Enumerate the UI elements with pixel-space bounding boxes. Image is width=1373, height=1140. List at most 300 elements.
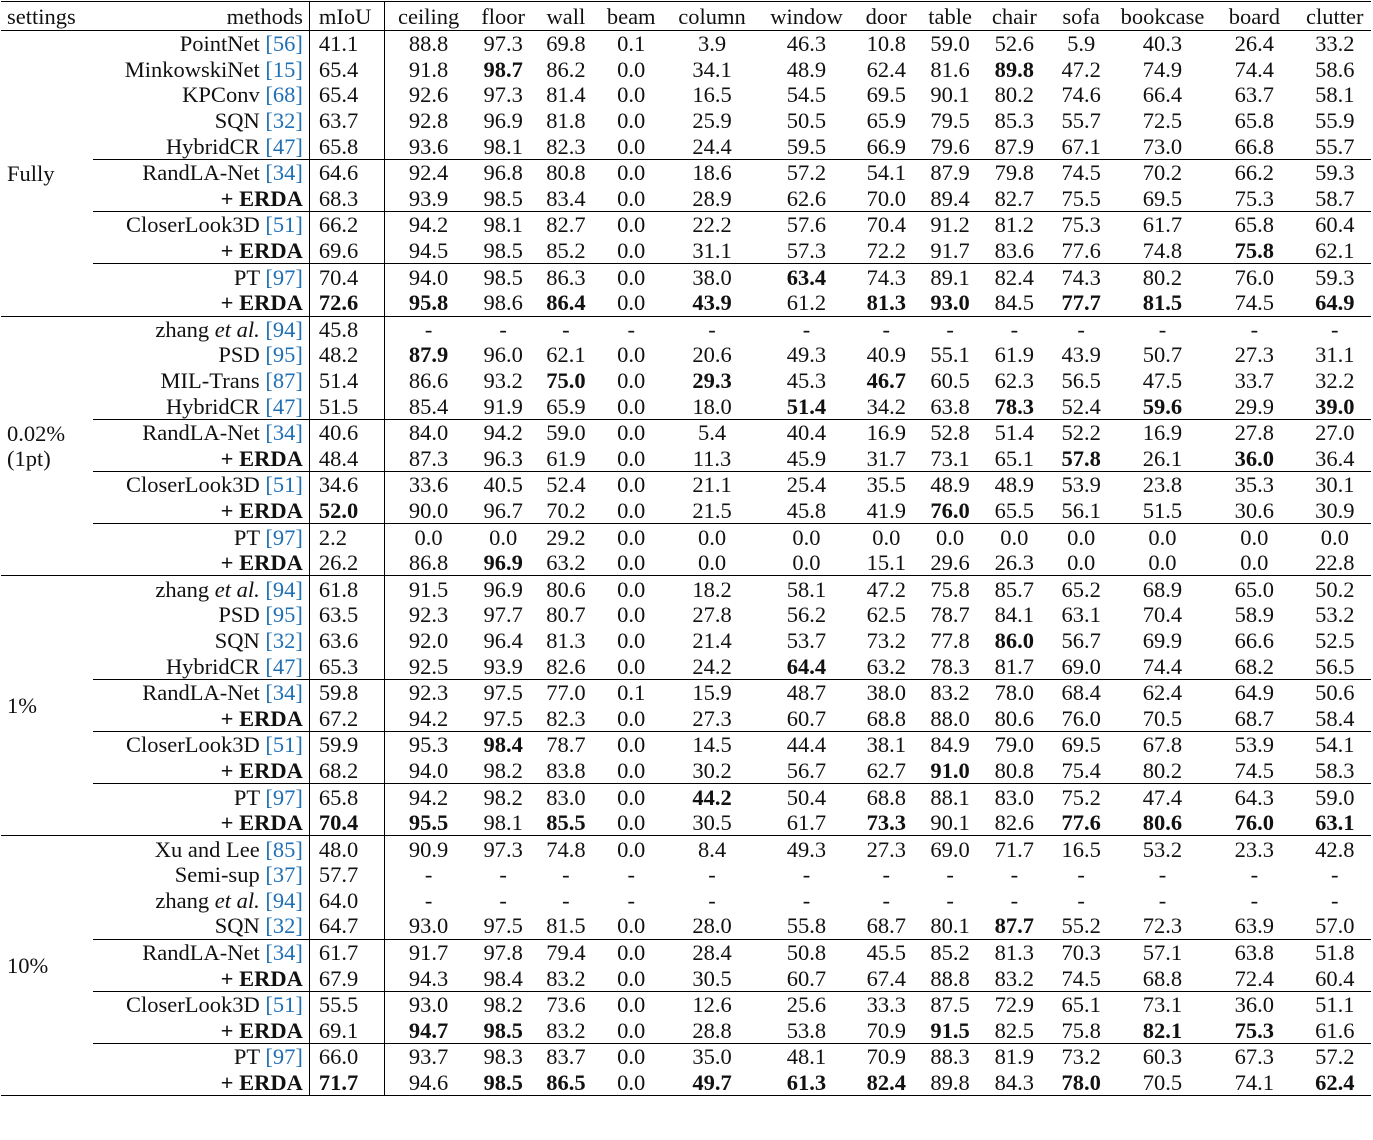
value-cell-table: 0.0 <box>919 524 981 550</box>
method-name <box>93 212 309 238</box>
value-cell-board: 65.0 <box>1210 576 1298 602</box>
setting-text: Fully <box>7 160 55 186</box>
value-cell-chair: 84.1 <box>994 602 1035 628</box>
value-cell-wall: 77.0 <box>534 679 597 705</box>
value-cell-beam: 0.0 <box>617 810 646 836</box>
value-cell-sofa: 75.8 <box>1061 1017 1101 1043</box>
value-cell-ceiling: 94.0 <box>385 264 472 290</box>
value-cell-column: 29.3 <box>692 368 732 394</box>
value-cell-beam: 0.0 <box>598 264 665 290</box>
value-cell-chair: 87.9 <box>994 133 1035 159</box>
value-cell-wall: 73.6 <box>534 991 597 1017</box>
value-cell-column: 34.1 <box>692 56 732 82</box>
value-cell-miou: 59.8 <box>309 679 384 705</box>
value-cell-clutter: 53.2 <box>1315 602 1355 628</box>
value-cell-window: 46.3 <box>759 31 853 57</box>
value-cell-table: 55.1 <box>930 342 970 368</box>
value-cell-bookcase: 82.1 <box>1142 1017 1183 1043</box>
value-cell-clutter: - <box>1299 316 1371 342</box>
method-name <box>93 679 309 705</box>
value-cell-sofa: 78.0 <box>1047 1070 1114 1096</box>
value-cell-clutter: 58.1 <box>1315 82 1355 108</box>
value-cell-ceiling: 92.5 <box>408 653 449 679</box>
citation-link[interactable]: [51] <box>265 212 303 238</box>
value-cell-window: 50.8 <box>759 939 853 965</box>
method-label: SQN <box>214 108 260 134</box>
value-cell-table: 77.8 <box>930 627 970 653</box>
value-cell-chair: 82.6 <box>994 810 1035 836</box>
value-cell-beam: 0.0 <box>617 497 646 523</box>
value-cell-table: 59.0 <box>919 31 981 57</box>
value-cell-door: 31.7 <box>866 445 906 471</box>
value-cell-miou: 57.7 <box>309 862 384 888</box>
value-cell-floor: 98.5 <box>483 185 523 211</box>
value-cell-table: 48.9 <box>919 472 981 498</box>
value-cell-miou: 70.4 <box>309 810 384 836</box>
citation-link[interactable]: [97] <box>265 784 303 810</box>
value-cell-ceiling: 95.8 <box>408 290 449 316</box>
value-cell-chair: 89.8 <box>994 56 1035 82</box>
value-cell-chair: 82.4 <box>981 264 1047 290</box>
value-cell-bookcase: 72.5 <box>1142 108 1183 134</box>
method-label: PT <box>233 524 260 550</box>
value-cell-clutter: 61.6 <box>1315 1017 1355 1043</box>
value-cell-bookcase: 0.0 <box>1148 550 1177 576</box>
method-label: + ERDA <box>220 238 303 264</box>
value-cell-wall: 80.7 <box>546 602 586 628</box>
value-cell-miou: 63.7 <box>309 108 384 134</box>
value-cell-beam: - <box>598 316 665 342</box>
value-cell-column: 49.7 <box>665 1070 759 1096</box>
method-name <box>93 1044 309 1070</box>
value-cell-clutter: 62.1 <box>1315 238 1355 264</box>
method-name <box>93 939 309 965</box>
value-cell-clutter: 55.9 <box>1315 108 1355 134</box>
value-cell-clutter: 58.6 <box>1315 56 1355 82</box>
value-cell-window: 45.9 <box>786 445 827 471</box>
value-cell-ceiling: 92.3 <box>385 679 472 705</box>
value-cell-bookcase: 47.4 <box>1115 784 1210 810</box>
value-cell-window: 25.4 <box>759 472 853 498</box>
value-cell-beam: 0.0 <box>617 342 646 368</box>
value-cell-door: 68.7 <box>866 913 906 939</box>
citation-link[interactable]: [97] <box>265 524 303 550</box>
value-cell-window: 55.8 <box>786 913 827 939</box>
value-cell-clutter: 31.1 <box>1315 342 1355 368</box>
value-cell-column: 28.8 <box>692 1017 732 1043</box>
value-cell-wall: 83.2 <box>546 1017 586 1043</box>
value-cell-window: 63.4 <box>759 264 853 290</box>
value-cell-clutter: 60.4 <box>1315 965 1355 991</box>
value-cell-door: 68.8 <box>866 705 906 731</box>
value-cell-door: 0.0 <box>854 524 919 550</box>
method-label: PointNet <box>179 31 260 57</box>
value-cell-wall: 80.8 <box>534 159 597 185</box>
value-cell-chair: 72.9 <box>981 991 1047 1017</box>
citation-link[interactable]: [94] <box>265 316 303 342</box>
value-cell-floor: 98.2 <box>483 757 523 783</box>
value-cell-sofa: 75.4 <box>1061 757 1101 783</box>
value-cell-bookcase: 26.1 <box>1142 445 1183 471</box>
citation-link[interactable]: [34] <box>265 420 303 446</box>
value-cell-floor: 98.2 <box>472 784 534 810</box>
value-cell-column: 44.2 <box>665 784 759 810</box>
value-cell-table: 88.0 <box>930 705 970 731</box>
citation-link[interactable]: [15] <box>265 56 303 82</box>
column-header-chair: chair <box>991 3 1037 29</box>
value-cell-chair: 0.0 <box>981 524 1047 550</box>
value-cell-beam: 0.0 <box>598 784 665 810</box>
value-cell-table: 78.7 <box>930 602 970 628</box>
method-name <box>93 290 309 316</box>
value-cell-miou: 68.3 <box>309 186 384 212</box>
value-cell-beam: 0.0 <box>598 939 665 965</box>
citation-link[interactable]: [87] <box>265 368 303 394</box>
method-name <box>93 498 309 524</box>
value-cell-table: 88.8 <box>930 965 970 991</box>
table-row <box>1 264 1371 290</box>
value-cell-beam: 0.0 <box>617 705 646 731</box>
value-cell-floor: 96.9 <box>483 550 523 576</box>
method-name <box>93 159 309 185</box>
value-cell-table: 52.8 <box>919 419 981 445</box>
value-cell-chair: 62.3 <box>994 368 1035 394</box>
citation-link[interactable]: [68] <box>265 82 303 108</box>
value-cell-door: 46.7 <box>866 368 906 394</box>
value-cell-wall: 52.4 <box>534 472 597 498</box>
citation-link[interactable]: [51] <box>265 992 303 1018</box>
value-cell-chair: 78.0 <box>981 679 1047 705</box>
value-cell-board: 27.8 <box>1210 419 1298 445</box>
value-cell-door: - <box>882 887 891 913</box>
value-cell-column: 28.9 <box>692 185 732 211</box>
value-cell-sofa: 75.3 <box>1047 212 1114 238</box>
value-cell-door: 38.1 <box>854 732 919 758</box>
value-cell-wall: 80.6 <box>534 576 597 602</box>
value-cell-bookcase: 40.3 <box>1115 31 1210 57</box>
value-cell-column: 31.1 <box>692 238 732 264</box>
value-cell-bookcase: 80.2 <box>1142 757 1183 783</box>
value-cell-window: 54.5 <box>786 82 827 108</box>
method-label: RandLA-Net <box>142 160 260 186</box>
method-name <box>93 57 309 83</box>
value-cell-miou: 70.4 <box>309 264 384 290</box>
value-cell-window: 25.6 <box>759 991 853 1017</box>
value-cell-wall: 79.4 <box>534 939 597 965</box>
value-cell-column: 21.4 <box>692 627 732 653</box>
column-header-bookcase: bookcase <box>1120 3 1205 29</box>
value-cell-table: - <box>946 862 954 888</box>
value-cell-chair: 82.5 <box>994 1017 1035 1043</box>
method-name <box>93 446 309 472</box>
value-cell-ceiling: 91.5 <box>385 576 472 602</box>
value-cell-chair: 83.0 <box>981 784 1047 810</box>
value-cell-beam: 0.0 <box>598 212 665 238</box>
value-cell-clutter: 54.1 <box>1299 732 1371 758</box>
value-cell-beam: - <box>627 887 635 913</box>
value-cell-ceiling: 90.9 <box>385 836 472 862</box>
value-cell-beam: 0.0 <box>617 393 646 419</box>
method-label: + ERDA <box>220 1017 303 1043</box>
value-cell-miou: 55.5 <box>309 991 384 1017</box>
value-cell-sofa: 77.7 <box>1061 290 1101 316</box>
value-cell-wall: 78.7 <box>534 732 597 758</box>
value-cell-door: 27.3 <box>854 836 919 862</box>
citation-link[interactable]: [56] <box>265 31 303 57</box>
value-cell-column: 20.6 <box>692 342 732 368</box>
method-label: SQN <box>214 913 260 939</box>
value-cell-ceiling: 86.6 <box>408 368 449 394</box>
table-row <box>1 342 1371 368</box>
method-name <box>93 965 309 991</box>
value-cell-board: 64.9 <box>1210 679 1298 705</box>
value-cell-wall: 86.5 <box>534 1070 597 1096</box>
value-cell-bookcase: 69.9 <box>1142 627 1183 653</box>
value-cell-sofa: 0.0 <box>1047 524 1114 550</box>
table-row <box>1 939 1371 965</box>
table-row <box>1 913 1371 939</box>
value-cell-bookcase: 62.4 <box>1115 679 1210 705</box>
citation-link[interactable]: [34] <box>265 940 303 966</box>
value-cell-miou: 72.6 <box>309 290 384 316</box>
value-cell-column: 8.4 <box>665 836 759 862</box>
value-cell-board: 0.0 <box>1210 524 1298 550</box>
value-cell-table: 80.1 <box>930 913 970 939</box>
value-cell-door: 62.7 <box>866 757 906 783</box>
value-cell-column: 22.2 <box>665 212 759 238</box>
value-cell-column: 12.6 <box>665 991 759 1017</box>
value-cell-table: 90.1 <box>930 82 970 108</box>
value-cell-clutter: 0.0 <box>1299 524 1371 550</box>
table-row <box>1 705 1371 731</box>
value-cell-ceiling: 94.6 <box>385 1070 472 1096</box>
table-row <box>1 732 1371 758</box>
method-name <box>93 264 309 290</box>
citation-link[interactable]: [97] <box>265 264 303 290</box>
value-cell-bookcase: 70.2 <box>1115 159 1210 185</box>
value-cell-table: 88.3 <box>919 1044 981 1070</box>
value-cell-floor: 97.3 <box>472 836 534 862</box>
value-cell-chair: 81.3 <box>981 939 1047 965</box>
value-cell-beam: 0.0 <box>598 159 665 185</box>
table-row <box>1 446 1371 472</box>
value-cell-board: 53.9 <box>1210 732 1298 758</box>
value-cell-miou: 40.6 <box>309 419 384 445</box>
value-cell-floor: 97.7 <box>483 602 523 628</box>
value-cell-window: 56.7 <box>786 757 827 783</box>
value-cell-miou: 63.6 <box>309 628 384 654</box>
value-cell-column: 16.5 <box>692 82 732 108</box>
value-cell-board: 65.8 <box>1234 108 1275 134</box>
value-cell-chair: - <box>981 316 1047 342</box>
value-cell-sofa: 75.2 <box>1047 784 1114 810</box>
value-cell-floor: 0.0 <box>472 524 534 550</box>
column-header-door: door <box>865 3 907 29</box>
citation-link[interactable]: [94] <box>265 576 303 602</box>
value-cell-ceiling: 33.6 <box>385 472 472 498</box>
value-cell-chair: 48.9 <box>981 472 1047 498</box>
value-cell-clutter: 51.1 <box>1299 991 1371 1017</box>
value-cell-chair: 81.9 <box>981 1044 1047 1070</box>
value-cell-floor: 93.2 <box>483 368 523 394</box>
value-cell-clutter: 30.9 <box>1315 497 1355 523</box>
column-header-settings: settings <box>7 3 76 29</box>
citation-link[interactable]: [34] <box>265 160 303 186</box>
value-cell-board: 26.4 <box>1210 31 1298 57</box>
header-row <box>1 2 1371 31</box>
table-row <box>1 212 1371 238</box>
value-cell-board: 75.3 <box>1234 1017 1275 1043</box>
value-cell-ceiling: 94.3 <box>408 965 449 991</box>
method-label: RandLA-Net <box>142 940 260 966</box>
value-cell-column: 24.2 <box>692 653 732 679</box>
value-cell-door: 81.3 <box>866 290 906 316</box>
citation-link[interactable]: [32] <box>265 913 303 939</box>
value-cell-sofa: 74.6 <box>1061 82 1101 108</box>
setting-label <box>1 576 93 836</box>
value-cell-chair: 80.2 <box>994 82 1035 108</box>
method-name <box>93 186 309 212</box>
value-cell-floor: - <box>472 316 534 342</box>
value-cell-beam: 0.0 <box>617 290 646 316</box>
value-cell-sofa: 0.0 <box>1067 550 1096 576</box>
column-header-column: column <box>678 3 746 29</box>
value-cell-wall: 63.2 <box>546 550 586 576</box>
value-cell-beam: 0.0 <box>617 627 646 653</box>
table-row <box>1 159 1371 185</box>
citation-link[interactable]: [37] <box>265 862 303 888</box>
value-cell-column: - <box>708 887 716 913</box>
citation-link[interactable]: [51] <box>265 472 303 498</box>
value-cell-table: 89.8 <box>919 1070 981 1096</box>
method-label: + ERDA <box>220 445 303 471</box>
citation-link[interactable]: [97] <box>265 1044 303 1070</box>
citation-link[interactable]: [47] <box>265 653 303 679</box>
citation-link[interactable]: [47] <box>265 133 303 159</box>
value-cell-clutter: 57.0 <box>1315 913 1355 939</box>
value-cell-chair: 61.9 <box>994 342 1035 368</box>
value-cell-chair: 78.3 <box>994 393 1035 419</box>
value-cell-table: 91.2 <box>919 212 981 238</box>
citation-link[interactable]: [51] <box>265 732 303 758</box>
value-cell-sofa: 56.7 <box>1061 627 1101 653</box>
column-header-methods: methods <box>93 2 309 31</box>
table-row <box>1 679 1371 705</box>
value-cell-window: - <box>802 862 811 888</box>
method-label: zhang <box>155 316 215 342</box>
value-cell-clutter: 36.4 <box>1315 445 1355 471</box>
method-name <box>93 82 309 108</box>
value-cell-sofa: 52.4 <box>1061 393 1101 419</box>
value-cell-window: 45.8 <box>786 497 827 523</box>
value-cell-beam: 0.0 <box>617 757 646 783</box>
value-cell-clutter: 58.4 <box>1315 705 1355 731</box>
value-cell-board: - <box>1250 887 1259 913</box>
citation-link[interactable]: [32] <box>265 627 303 653</box>
value-cell-window: 58.1 <box>759 576 853 602</box>
method-label: HybridCR <box>165 133 260 159</box>
setting-label <box>1 316 93 576</box>
citation-link[interactable]: [95] <box>265 342 303 368</box>
method-label: + ERDA <box>220 497 303 523</box>
value-cell-ceiling: 94.2 <box>385 212 472 238</box>
value-cell-door: - <box>882 862 891 888</box>
value-cell-column: - <box>708 862 716 888</box>
value-cell-miou: 65.3 <box>309 653 384 679</box>
value-cell-ceiling: 86.8 <box>408 550 449 576</box>
citation-link[interactable]: [32] <box>265 108 303 134</box>
value-cell-chair: 83.2 <box>994 965 1035 991</box>
value-cell-door: 33.3 <box>854 991 919 1017</box>
column-header-board: board <box>1228 3 1280 29</box>
citation-link[interactable]: [94] <box>265 887 303 913</box>
method-name <box>93 732 309 758</box>
value-cell-door: 70.4 <box>854 212 919 238</box>
method-label: RandLA-Net <box>142 680 260 706</box>
column-header-clutter: clutter <box>1306 3 1364 29</box>
value-cell-window: 53.7 <box>786 627 827 653</box>
value-cell-bookcase: 53.2 <box>1115 836 1210 862</box>
value-cell-clutter: 56.5 <box>1315 653 1355 679</box>
method-name <box>93 862 309 888</box>
value-cell-bookcase: 51.5 <box>1142 497 1183 523</box>
value-cell-door: 66.9 <box>866 133 906 159</box>
value-cell-ceiling: 91.7 <box>385 939 472 965</box>
value-cell-bookcase: 72.3 <box>1142 913 1183 939</box>
value-cell-bookcase: 70.5 <box>1115 1070 1210 1096</box>
value-cell-ceiling: 92.3 <box>408 602 449 628</box>
value-cell-window: - <box>802 887 811 913</box>
value-cell-wall: 81.3 <box>546 627 586 653</box>
citation-link[interactable]: [34] <box>265 680 303 706</box>
value-cell-window: 57.3 <box>786 238 827 264</box>
method-label: zhang <box>155 576 215 602</box>
value-cell-window: 44.4 <box>759 732 853 758</box>
value-cell-table: 89.1 <box>919 264 981 290</box>
method-name <box>93 602 309 628</box>
value-cell-clutter: 57.2 <box>1299 1044 1371 1070</box>
citation-link[interactable]: [95] <box>265 602 303 628</box>
method-name <box>93 576 309 602</box>
value-cell-beam: 0.0 <box>617 133 646 159</box>
table-row <box>1 419 1371 445</box>
value-cell-door: 62.5 <box>866 602 906 628</box>
method-name <box>93 913 309 939</box>
value-cell-clutter: 50.6 <box>1299 679 1371 705</box>
value-cell-beam: 0.0 <box>617 56 646 82</box>
value-cell-floor: 98.1 <box>483 810 523 836</box>
value-cell-column: 11.3 <box>692 445 732 471</box>
method-name <box>93 393 309 419</box>
value-cell-floor: 96.0 <box>483 342 523 368</box>
value-cell-wall: 62.1 <box>546 342 586 368</box>
method-name <box>93 653 309 679</box>
method-label: PSD <box>218 342 260 368</box>
value-cell-table: 76.0 <box>930 497 970 523</box>
value-cell-miou: 64.6 <box>309 159 384 185</box>
value-cell-wall: 86.4 <box>546 290 586 316</box>
value-cell-floor: - <box>499 862 507 888</box>
value-cell-board: 0.0 <box>1240 550 1269 576</box>
value-cell-column: 5.4 <box>665 419 759 445</box>
citation-link[interactable]: [85] <box>265 836 303 862</box>
value-cell-ceiling: 94.0 <box>408 757 449 783</box>
value-cell-bookcase: 81.5 <box>1142 290 1183 316</box>
value-cell-bookcase: - <box>1115 316 1210 342</box>
citation-link[interactable]: [47] <box>265 393 303 419</box>
method-italic: et al. <box>214 887 260 913</box>
value-cell-table: 85.2 <box>919 939 981 965</box>
